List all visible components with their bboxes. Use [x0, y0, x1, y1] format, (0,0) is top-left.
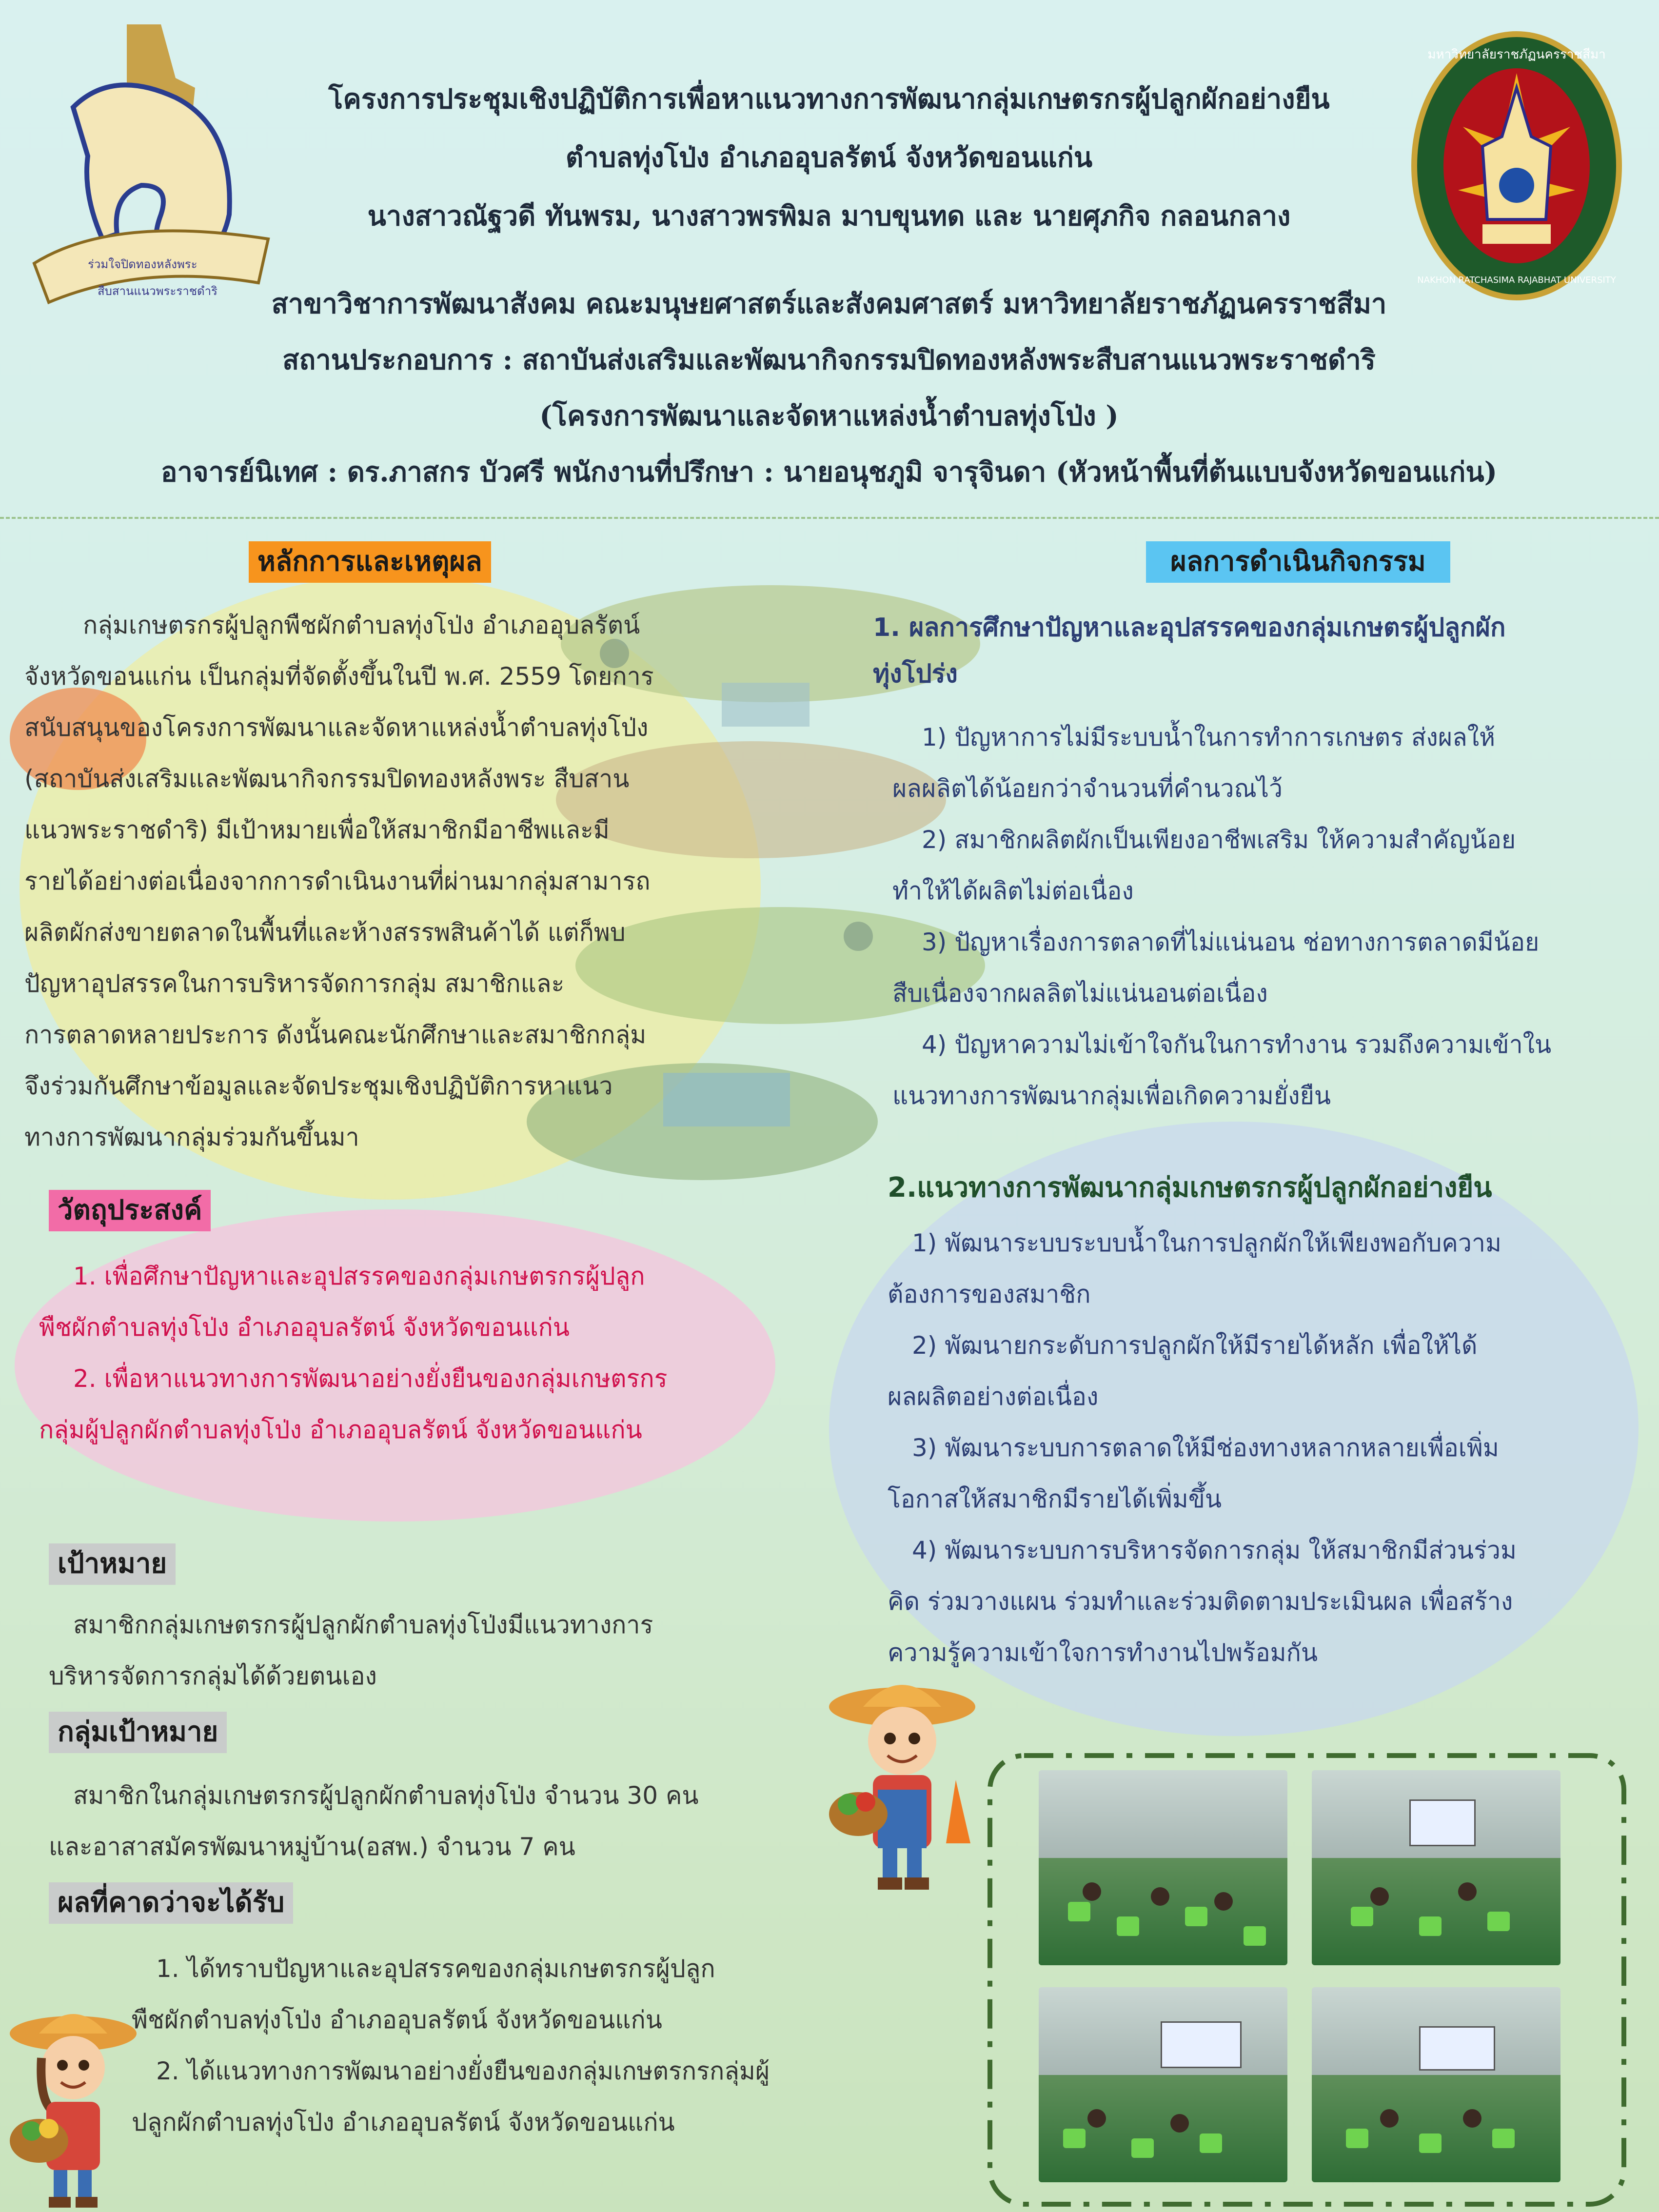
principles-text	[24, 600, 766, 1163]
part1-title-line: ทุ่งโปร่ง	[873, 659, 958, 689]
results-part1-title	[873, 605, 1634, 697]
ribbon-line2: สืบสานแนวพระราชดำริ	[98, 284, 217, 298]
seal-thai-text: มหาวิทยาลัยราชภัฏนครราชสีมา	[1427, 47, 1606, 62]
part1-line: แนวทางการพัฒนากลุ่มเพื่อเกิดความยั่งยืน	[892, 1082, 1331, 1110]
part1-title-line: 1. ผลการศึกษาปัญหาและอุปสรรคของกลุ่มเกษตรผู้ปลูกผัก	[873, 613, 1506, 642]
header-line1: โครงการประชุมเชิงปฏิบัติการเพื่อหาแนวทางการพัฒนากลุ่มเกษตรกรผู้ปลูกผักอย่างยืน	[328, 83, 1330, 115]
target-group-title: กลุ่มเป้าหมาย	[49, 1712, 227, 1753]
part1-line: ผลผลิตได้น้อยกว่าจำนวนที่คำนวณไว้	[892, 774, 1283, 803]
principles-line: (สถาบันส่งเสริมและพัฒนากิจกรรมปิดทองหลังพระ สืบสาน	[24, 765, 630, 793]
part2-line: 1) พัฒนาระบบระบบน้ำในการปลูกผักให้เพียงพอกับความ	[912, 1229, 1501, 1257]
part2-line: ความรู้ความเข้าใจการทำงานไปพร้อมกัน	[888, 1639, 1318, 1667]
goal-line: สมาชิกกลุ่มเกษตรกรผู้ปลูกผักตำบลทุ่งโป่งมีแนวทางการ	[73, 1611, 653, 1639]
header-line4: สาขาวิชาการพัฒนาสังคม คณะมนุษยศาสตร์และสังคมศาสตร์ มหาวิทยาลัยราชภัฏนครราชสีมา	[271, 288, 1387, 320]
objective-line: พืชผักตำบลทุ่งโป่ง อำเภออุบลรัตน์ จังหวัดขอนแก่น	[39, 1313, 570, 1342]
principles-line: รายได้อย่างต่อเนื่องจากการดำเนินงานที่ผ่านมากลุ่มสามารถ	[24, 867, 651, 895]
workshop-photo-2	[1312, 1770, 1560, 1965]
target-group-line: สมาชิกในกลุ่มเกษตรกรผู้ปลูกผักตำบลทุ่งโป่ง จำนวน 30 คน	[73, 1781, 699, 1810]
workshop-photo-4	[1312, 1987, 1560, 2182]
part2-line: ต้องการของสมาชิก	[888, 1280, 1091, 1308]
principles-line: การตลาดหลายประการ ดังนั้นคณะนักศึกษาและสมาชิกกลุ่ม	[24, 1021, 647, 1049]
part2-line: คิด ร่วมวางแผน ร่วมทำและร่วมติดตามประเมินผล เพื่อสร้าง	[888, 1587, 1513, 1616]
goal-line: บริหารจัดการกลุ่มได้ด้วยตนเอง	[49, 1662, 377, 1690]
part1-line: สืบเนื่องจากผลลิตไม่แน่นอนต่อเนื่อง	[892, 979, 1268, 1007]
principles-title: หลักการและเหตุผล	[249, 541, 491, 583]
expected-line: 1. ได้ทราบปัญหาและอุปสรรคของกลุ่มเกษตรกรผู้ปลูก	[156, 1955, 715, 1983]
expected-title: ผลที่คาดว่าจะได้รับ	[49, 1882, 293, 1924]
farmer-boy-illustration	[824, 1668, 980, 1892]
part1-line: ทำให้ได้ผลิตไม่ต่อเนื่อง	[892, 877, 1134, 905]
principles-line: สนับสนุนของโครงการพัฒนาและจัดหาแหล่งน้ำตำบลทุ่งโป่ง	[24, 713, 649, 742]
principles-line: ผลิตผักส่งขายตลาดในพื้นที่และห้างสรรพสินค้าได้ แต่ก็พบ	[24, 918, 626, 947]
principles-line: จึงร่วมกันศึกษาข้อมูลและจัดประชุมเชิงปฏิบัติการหาแนว	[24, 1072, 613, 1100]
part2-line: 3) พัฒนาระบบการตลาดให้มีช่องทางหลากหลายเพื่อเพิ่ม	[912, 1434, 1499, 1462]
header-line7: อาจารย์นิเทศ : ดร.ภาสกร บัวศรี พนักงานที่ปรึกษา : นายอนุชภูมิ จารุจินดา (หัวหน้าพื้นที่ต้นแบบจังหวัดขอนแก่น)	[160, 456, 1498, 488]
principles-line: ทางการพัฒนากลุ่มร่วมกันขึ้นมา	[24, 1123, 359, 1151]
part2-line: 4) พัฒนาระบบการบริหารจัดการกลุ่ม ให้สมาชิกมีส่วนร่วม	[912, 1536, 1517, 1564]
expected-line: พืชผักตำบลทุ่งโป่ง อำเภออุบลรัตน์ จังหวัดขอนแก่น	[132, 2006, 662, 2034]
header-line2: ตำบลทุ่งโป่ง อำเภออุบลรัตน์ จังหวัดขอนแก่น	[565, 141, 1093, 174]
header-line3: นางสาวณัฐวดี ทันพรม, นางสาวพรพิมล มาบขุนทด และ นายศุภกิจ กลอนกลาง	[367, 200, 1291, 232]
header-line6: (โครงการพัฒนาและจัดหาแหล่งน้ำตำบลทุ่งโป่ง )	[539, 400, 1119, 432]
objectives-title: วัตถุประสงค์	[49, 1190, 211, 1231]
objective-line: 1. เพื่อศึกษาปัญหาและอุปสรรคของกลุ่มเกษตรกรผู้ปลูก	[73, 1262, 645, 1290]
ribbon-line1: ร่วมใจปิดทองหลังพระ	[88, 257, 198, 271]
results-part2-title: 2.แนวทางการพัฒนากลุ่มเกษตรกรผู้ปลูกผักอย่างยืน	[888, 1172, 1492, 1204]
part2-line: 2) พัฒนายกระดับการปลูกผักให้มีรายได้หลัก เพื่อให้ได้	[912, 1331, 1478, 1360]
workshop-photo-3	[1039, 1987, 1287, 2182]
results-part2-text	[888, 1218, 1639, 1679]
part2-line: โอกาสให้สมาชิกมีรายได้เพิ่มขึ้น	[888, 1485, 1222, 1513]
objective-line: 2. เพื่อหาแนวทางการพัฒนาอย่างยั่งยืนของกลุ่มเกษตรกร	[73, 1364, 668, 1393]
workshop-photo-1	[1039, 1770, 1287, 1965]
results-title: ผลการดำเนินกิจกรรม	[1146, 541, 1450, 583]
expected-line: 2. ได้แนวทางการพัฒนาอย่างยั่งยืนของกลุ่มเกษตรกรกลุ่มผู้	[156, 2057, 770, 2085]
principles-line: จังหวัดขอนแก่น เป็นกลุ่มที่จัดตั้งขึ้นในปี พ.ศ. 2559 โดยการ	[24, 662, 654, 691]
goal-text	[49, 1600, 780, 1702]
principles-line: กลุ่มเกษตรกรผู้ปลูกพืชผักตำบลทุ่งโป่ง อำเภออุบลรัตน์	[83, 611, 640, 639]
part1-line: 4) ปัญหาความไม่เข้าใจกันในการทำงาน รวมถึงความเข้าใน	[922, 1030, 1552, 1059]
seal-english-text: NAKHON RATCHASIMA RAJABHAT UNIVERSITY	[1417, 275, 1616, 285]
target-group-text	[49, 1770, 829, 1873]
part1-line: 2) สมาชิกผลิตผักเป็นเพียงอาชีพเสริม ให้ความสำคัญน้อย	[922, 826, 1516, 854]
principles-line: แนวพระราชดำริ) มีเป้าหมายเพื่อให้สมาชิกมีอาชีพและมี	[24, 816, 610, 844]
part1-line: 1) ปัญหาการไม่มีระบบน้ำในการทำการเกษตร ส่งผลให้	[922, 723, 1496, 751]
part1-line: 3) ปัญหาเรื่องการตลาดที่ไม่แน่นอน ช่อทางการตลาดมีน้อย	[922, 928, 1540, 956]
results-part1-text	[892, 712, 1643, 1122]
expected-line: ปลูกผักตำบลทุ่งโป่ง อำเภออุบลรัตน์ จังหวัดขอนแก่น	[132, 2108, 675, 2136]
farmer-girl-illustration	[5, 1995, 151, 2209]
target-group-line: และอาสาสมัครพัฒนาหมู่บ้าน(อสพ.) จำนวน 7 คน	[49, 1833, 575, 1861]
expected-text	[132, 1943, 912, 2148]
objective-line: กลุ่มผู้ปลูกผักตำบลทุ่งโป่ง อำเภออุบลรัตน์ จังหวัดขอนแก่น	[39, 1416, 642, 1444]
header-divider	[0, 517, 1659, 519]
objectives-text	[39, 1251, 770, 1456]
header-line5: สถานประกอบการ : สถาบันส่งเสริมและพัฒนากิจกรรมปิดทองหลังพระสืบสานแนวพระราชดำริ	[282, 344, 1376, 376]
goal-title: เป้าหมาย	[49, 1543, 176, 1585]
principles-line: ปัญหาอุปสรรคในการบริหารจัดการกลุ่ม สมาชิกและ	[24, 969, 565, 998]
part2-line: ผลผลิตอย่างต่อเนื่อง	[888, 1382, 1099, 1411]
